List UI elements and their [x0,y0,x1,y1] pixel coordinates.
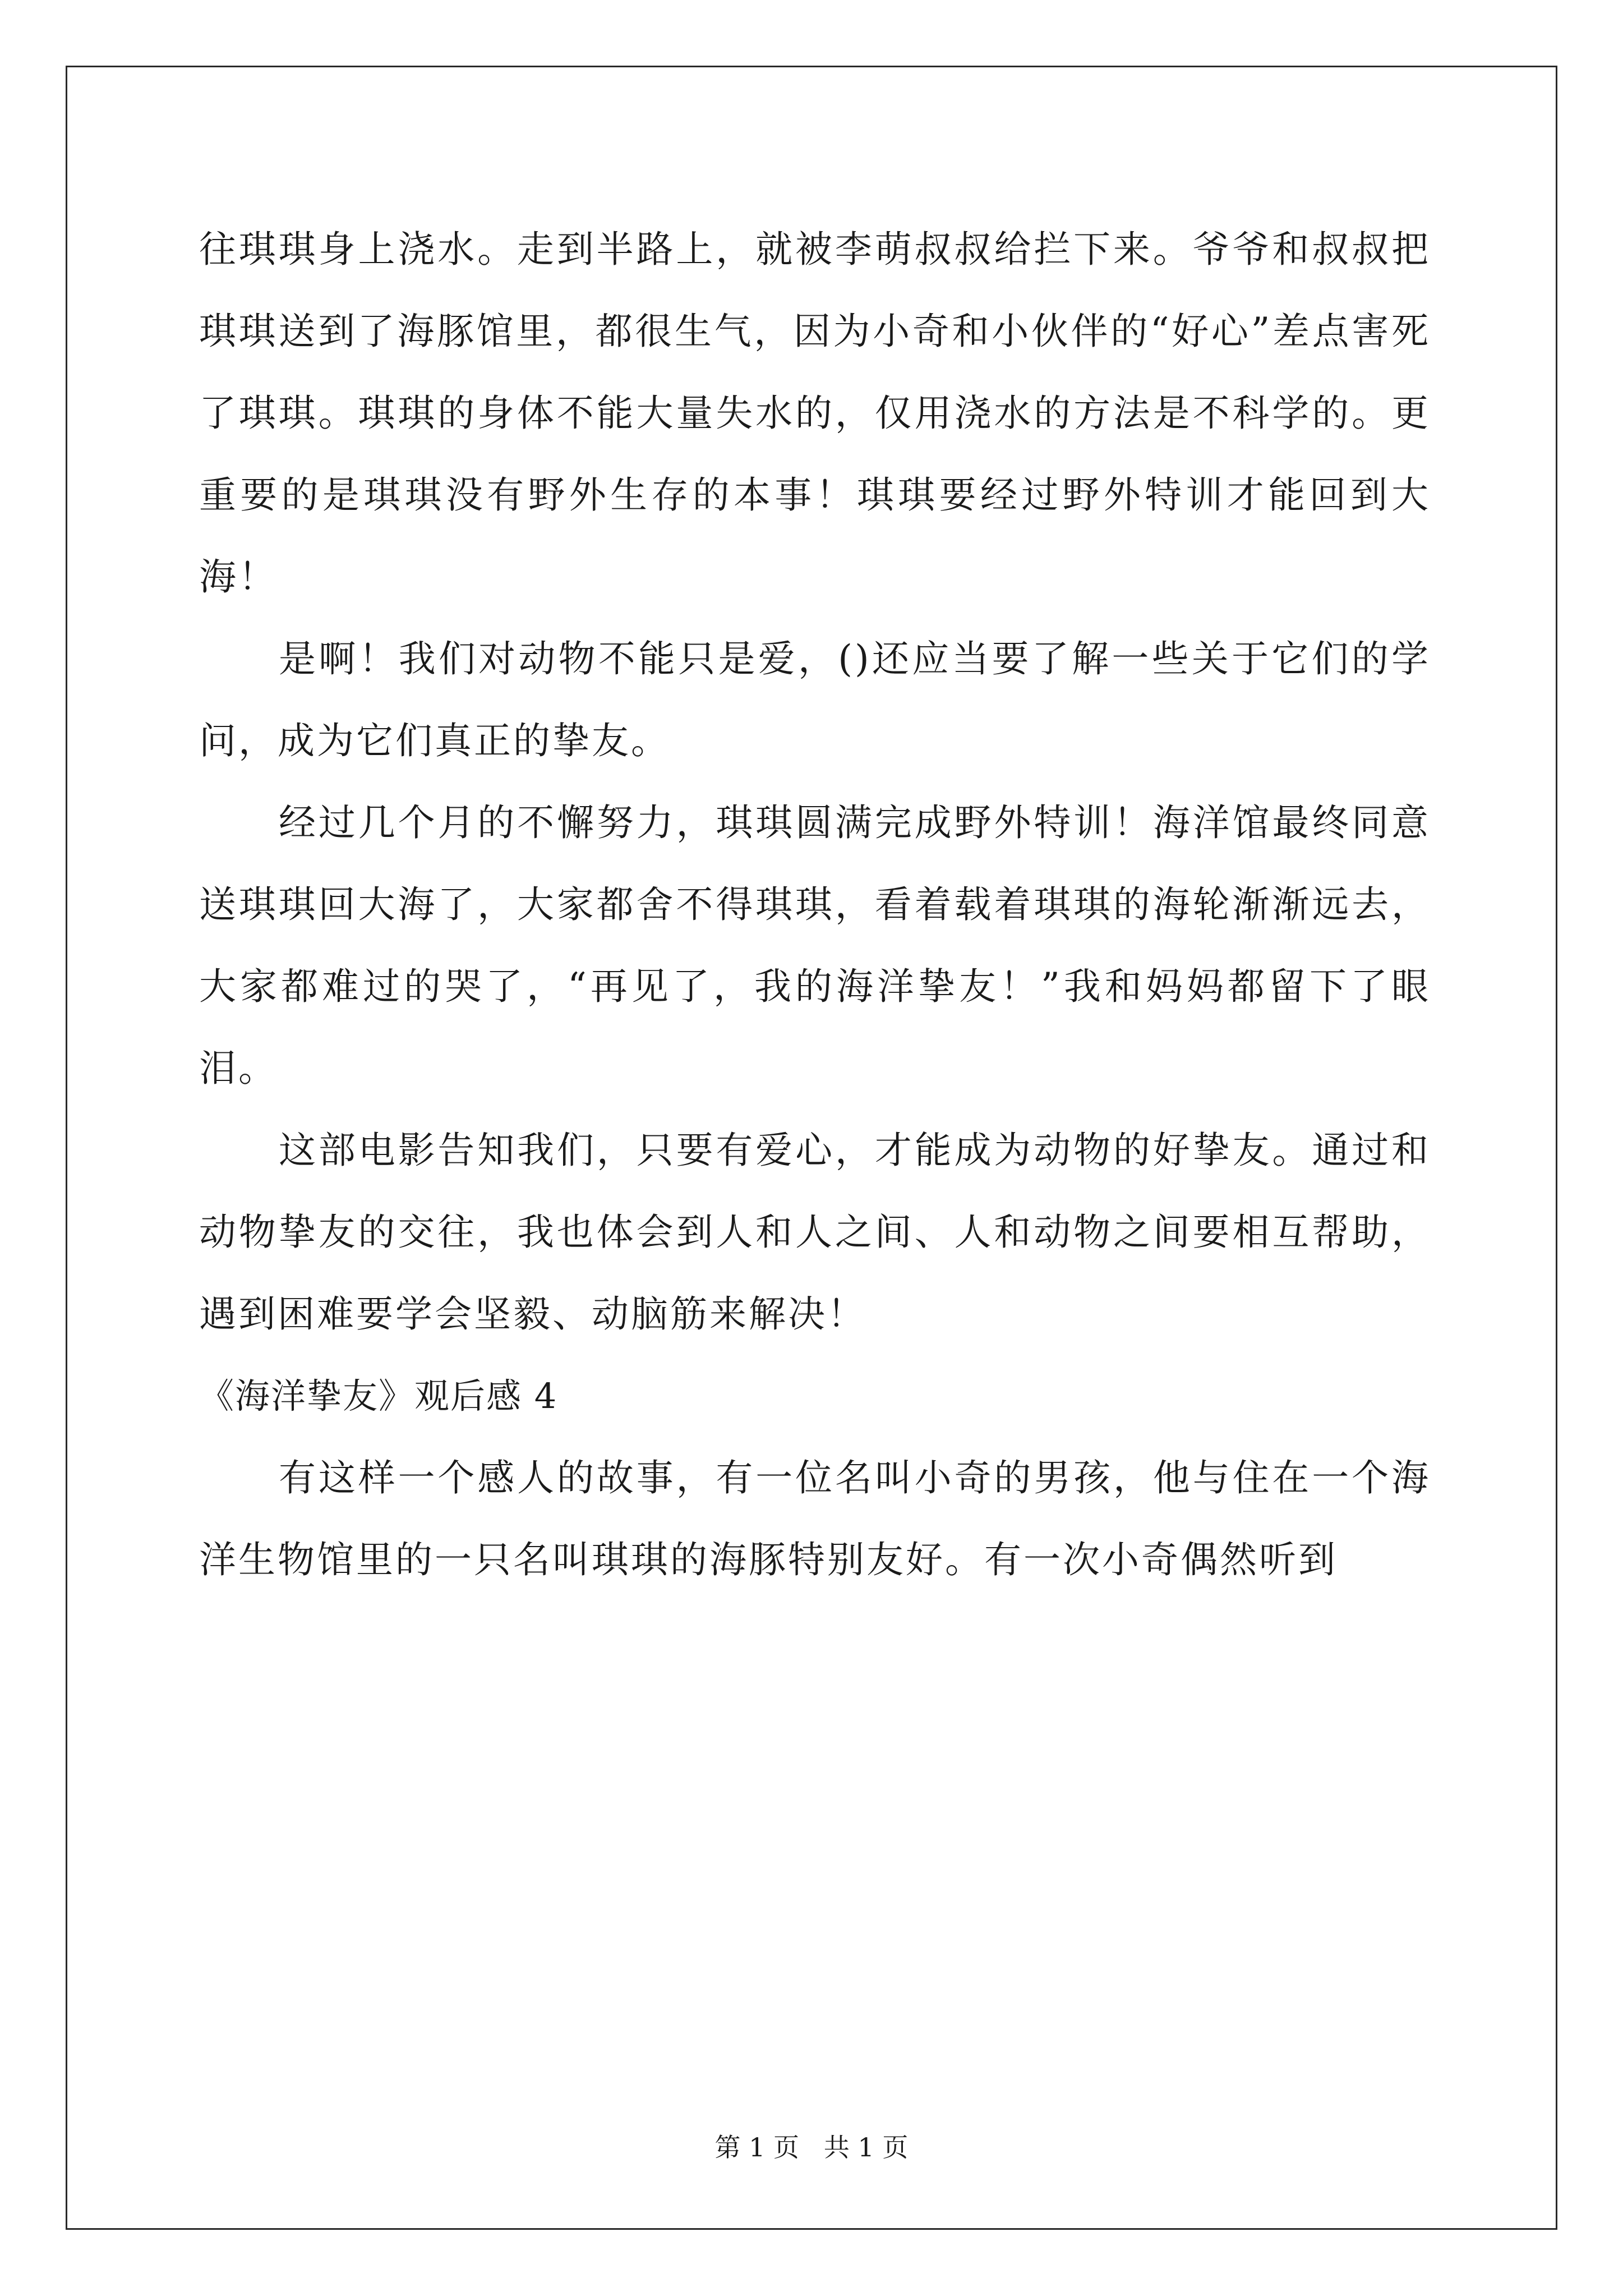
paragraph-1: 往琪琪身上浇水。走到半路上，就被李萌叔叔给拦下来。爷爷和叔叔把琪琪送到了海豚馆里，都很生气，因为小奇和小伙伴的“好心”差点害死了琪琪。琪琪的身体不能大量失水的，仅用浇水的方法是不科学的。更重要的是琪琪没有野外生存的本事！琪琪要经过野外特训才能回到大海！ [199,228,1431,599]
section-heading: 《海洋挚友》观后感 4 [199,1375,558,1416]
paragraph-5: 有这样一个感人的故事，有一位名叫小奇的男孩，他与住在一个海洋生物馆里的一只名叫琪琪的海豚特别友好。有一次小奇偶然听到 [199,1456,1431,1581]
paragraph-4: 这部电影告知我们，只要有爱心，才能成为动物的好挚友。通过和动物挚友的交往，我也体会到人和人之间、人和动物之间要相互帮助，遇到困难要学会坚毅、动脑筋来解决！ [199,1129,1431,1336]
paragraph-2: 是啊！我们对动物不能只是爱，()还应当要了解一些关于它们的学问，成为它们真正的挚友。 [199,637,1431,762]
paragraph-3: 经过几个月的不懈努力，琪琪圆满完成野外特训！海洋馆最终同意送琪琪回大海了，大家都舍不得琪琪，看着载着琪琪的海轮渐渐远去，大家都难过的哭了，“再见了，我的海洋挚友！”我和妈妈都留下了眼泪。 [199,801,1431,1090]
page-footer: 第 1 页 共 1 页 [714,2132,909,2162]
document-body [199,209,1431,1601]
